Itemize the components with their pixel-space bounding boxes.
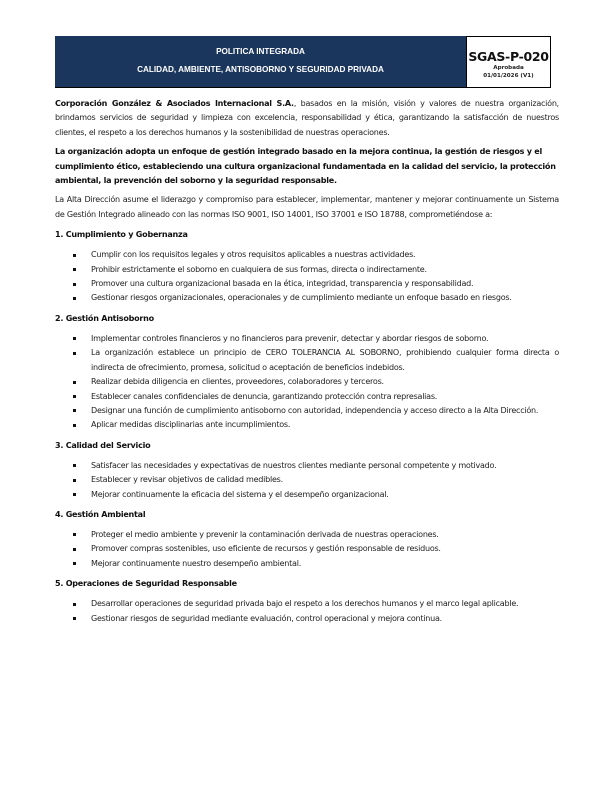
list-item-text: Gestionar riesgos organizacionales, operacionales y de cumplimiento mediante un enfoque basado en riesgos. (91, 293, 512, 303)
list-item-text: Cumplir con los requisitos legales y otros requisitos aplicables a nuestras actividades. (91, 250, 416, 260)
document-code: SGAS-P-020 (468, 48, 549, 64)
section-heading: 1. Cumplimiento y Gobernanza (55, 230, 188, 240)
square-bullet-icon (73, 409, 76, 412)
section-heading: 3. Calidad del Servicio (55, 440, 151, 450)
square-bullet-icon (73, 479, 76, 482)
square-bullet-icon (73, 603, 76, 606)
list-item-text: Promover una cultura organizacional basada en la ética, integridad, transparencia y responsabilidad. (91, 279, 474, 289)
square-bullet-icon (73, 283, 76, 286)
square-bullet-icon (73, 337, 76, 340)
square-bullet-icon (73, 268, 76, 271)
list-item (55, 473, 559, 487)
list-item-text: Gestionar riesgos de seguridad mediante evaluación, control operacional y mejora continua. (91, 613, 442, 623)
section-list (55, 597, 559, 626)
intro-paragraph (55, 97, 559, 140)
section-heading: 4. Gestión Ambiental (55, 509, 146, 519)
list-item (55, 263, 559, 277)
section-heading: 2. Gestión Antisoborno (55, 313, 154, 323)
policy-sections (55, 228, 559, 626)
policy-section (55, 577, 559, 626)
square-bullet-icon (73, 493, 76, 496)
policy-section (55, 508, 559, 571)
section-heading: 5. Operaciones de Seguridad Responsable (55, 579, 237, 589)
list-item (55, 597, 559, 611)
section-list (55, 528, 559, 571)
policy-section (55, 439, 559, 502)
header-title-panel (55, 36, 466, 87)
commitment-paragraph: La Alta Dirección asume el liderazgo y compromiso para establecer, implementar, mantener y mejorar continuamente un Sistema de Gestión Integrado alineado con las normas ISO 9001, ISO 14001, ISO 37001 e ISO 18788, comprometiéndose a: (55, 195, 559, 219)
policy-section (55, 312, 559, 433)
square-bullet-icon (73, 424, 76, 427)
policy-section (55, 228, 559, 306)
company-name: Corporación González & Asociados Internacional S.A. (55, 99, 294, 108)
section-list (55, 332, 559, 433)
list-item-text: Aplicar medidas disciplinarias ante incumplimientos. (91, 420, 291, 430)
section-list (55, 248, 559, 306)
approval-status: Aprobada (493, 64, 524, 71)
list-item-text: Prohibir estrictamente el soborno en cualquiera de sus formas, directa o indirectamente. (91, 264, 427, 274)
list-item (55, 418, 559, 432)
list-item-text: Satisfacer las necesidades y expectativas de nuestros clientes mediante personal competente y motivado. (91, 460, 497, 470)
list-item (55, 612, 559, 626)
square-bullet-icon (73, 381, 76, 384)
intro-text: , basados en la misión, visión y valores de nuestra organización, brindamos servicios de seguridad y limpieza con excelencia, responsabilidad y ética, garantizando la satisfacción de nuestros clientes, el respeto a los derechos humanos y la sostenibilidad de nuestras operaciones. (55, 99, 559, 137)
list-item (55, 375, 559, 389)
list-item (55, 542, 559, 556)
square-bullet-icon (73, 464, 76, 467)
document-body (55, 97, 559, 630)
list-item (55, 332, 559, 346)
square-bullet-icon (73, 562, 76, 565)
list-item-text: Implementar controles financieros y no financieros para prevenir, detectar y abordar riesgos de soborno. (91, 333, 489, 343)
list-item (55, 404, 559, 418)
list-item (55, 528, 559, 542)
list-item (55, 557, 559, 571)
square-bullet-icon (73, 617, 76, 620)
list-item-text: Establecer y revisar objetivos de calidad medibles. (91, 475, 283, 485)
square-bullet-icon (73, 533, 76, 536)
square-bullet-icon (73, 352, 76, 355)
list-item (55, 459, 559, 473)
list-item-text: Promover compras sostenibles, uso eficiente de recursos y gestión responsable de residuos. (91, 544, 441, 554)
document-code-box (466, 36, 551, 87)
square-bullet-icon (73, 297, 76, 300)
list-item (55, 488, 559, 502)
list-item-text: Proteger el medio ambiente y prevenir la contaminación derivada de nuestras operaciones. (91, 529, 439, 539)
list-item-text: La organización establece un principio de CERO TOLERANCIA AL SOBORNO, prohibiendo cualquier forma directa o indirecta de ofrecimiento, promesa, solicitud o aceptación de beneficios indebidos. (91, 348, 559, 372)
approval-date-version: 01/01/2026 (V1) (483, 72, 534, 79)
list-item-text: Designar una función de cumplimiento antisoborno con autoridad, independencia y acceso directo a la Alta Dirección. (91, 405, 539, 415)
list-item (55, 390, 559, 404)
list-item (55, 277, 559, 291)
list-item-text: Mejorar continuamente la eficacia del sistema y el desempeño organizacional. (91, 489, 389, 499)
list-item (55, 248, 559, 262)
approach-paragraph: La organización adopta un enfoque de gestión integrado basado en la mejora continua, la gestión de riesgos y el cumplimiento ético, estableciendo una cultura organizacional fundamentada en la calidad del servicio, la protección ambiental, la prevención del soborno y la seguridad responsable. (55, 147, 556, 186)
list-item-text: Mejorar continuamente nuestro desempeño ambiental. (91, 558, 302, 568)
list-item-text: Realizar debida diligencia en clientes, proveedores, colaboradores y terceros. (91, 377, 384, 387)
header-title: POLITICA INTEGRADA (216, 47, 305, 56)
square-bullet-icon (73, 254, 76, 257)
document-header (55, 36, 551, 88)
list-item (55, 291, 559, 305)
list-item (55, 346, 559, 375)
list-item-text: Desarrollar operaciones de seguridad privada bajo el respeto a los derechos humanos y el marco legal aplicable. (91, 599, 519, 609)
header-subtitle: CALIDAD, AMBIENTE, ANTISOBORNO Y SEGURIDAD PRIVADA (137, 65, 384, 74)
list-item-text: Establecer canales confidenciales de denuncia, garantizando protección contra represalias. (91, 391, 438, 401)
square-bullet-icon (73, 548, 76, 551)
square-bullet-icon (73, 395, 76, 398)
section-list (55, 459, 559, 502)
